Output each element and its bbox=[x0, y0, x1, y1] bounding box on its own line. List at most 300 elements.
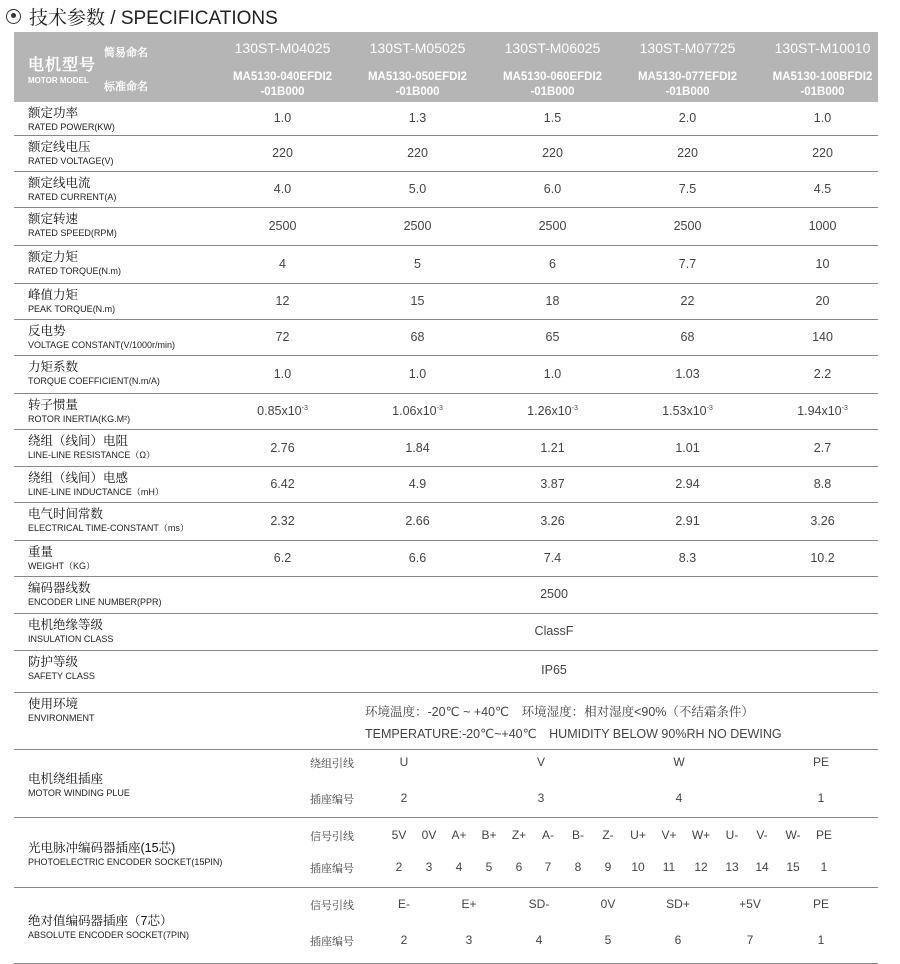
lead-label: 信号引线 bbox=[310, 900, 354, 912]
spec-value bbox=[215, 219, 350, 233]
spec-row bbox=[14, 503, 878, 541]
spec-value-text: 3.87 bbox=[540, 477, 565, 491]
pin-cell: 5 bbox=[604, 933, 612, 947]
lead-cell: 0V bbox=[600, 897, 616, 911]
model-short-name: 130ST-M10010 bbox=[774, 40, 871, 56]
spec-value-text: 5.0 bbox=[408, 182, 427, 196]
spec-label bbox=[28, 398, 130, 425]
spec-value-text: 220 bbox=[542, 146, 563, 160]
spec-value-text: 22 bbox=[680, 294, 695, 308]
spec-value bbox=[485, 330, 620, 344]
spec-label-en: INSULATION CLASS bbox=[28, 634, 114, 644]
spec-value bbox=[485, 182, 620, 196]
spec-value-exponent: -3 bbox=[706, 404, 713, 412]
pin-cell: 2 bbox=[400, 791, 408, 805]
spec-value bbox=[620, 514, 755, 528]
spec-table-header bbox=[14, 32, 878, 102]
spec-value bbox=[485, 111, 620, 125]
lead-label: 绕组引线 bbox=[310, 758, 354, 770]
lead-cell: 5V bbox=[391, 828, 407, 842]
spec-label bbox=[28, 250, 121, 277]
spec-value bbox=[350, 146, 485, 160]
spec-value-text: 2.0 bbox=[678, 111, 697, 125]
spec-value bbox=[485, 294, 620, 308]
spec-value bbox=[485, 477, 620, 491]
spec-value-text: 3.26 bbox=[810, 514, 835, 528]
model-standard-name-line1: MA5130-050EFDI2 bbox=[367, 71, 468, 83]
spec-label-cn: 额定转速 bbox=[28, 212, 79, 226]
pin-cell: 6 bbox=[674, 933, 682, 947]
spec-value bbox=[350, 182, 485, 196]
spec-label bbox=[28, 545, 95, 572]
spec-value bbox=[620, 294, 755, 308]
model-standard-name-line2: -01B000 bbox=[665, 86, 710, 98]
pin-cell: 1 bbox=[817, 933, 825, 947]
spec-value bbox=[485, 404, 620, 418]
spec-value-text: 68 bbox=[410, 330, 425, 344]
spec-value-text: 1.0 bbox=[273, 367, 292, 381]
lead-cell: E- bbox=[398, 897, 410, 911]
spec-value bbox=[215, 441, 350, 455]
spec-label-cn: 额定线电压 bbox=[28, 140, 91, 154]
spec-value-text: 15 bbox=[410, 294, 425, 308]
spec-value bbox=[620, 182, 755, 196]
pin-label: 插座编号 bbox=[310, 863, 354, 875]
spec-label-en: LINE-LINE INDUCTANCE（mH） bbox=[28, 487, 164, 497]
spec-value-text: 2500 bbox=[673, 219, 702, 233]
spec-value bbox=[215, 257, 350, 271]
spec-value-exponent: -3 bbox=[841, 404, 848, 412]
spec-value bbox=[755, 111, 890, 125]
spec-value bbox=[485, 219, 620, 233]
spec-value-text: 4.5 bbox=[813, 182, 832, 196]
lead-cell: Z+ bbox=[511, 828, 527, 842]
spec-value bbox=[755, 294, 890, 308]
lead-cell: W bbox=[673, 755, 685, 769]
spec-label-en: WEIGHT（KG） bbox=[28, 561, 95, 571]
spec-label-cn: 电机绕组插座 bbox=[28, 772, 104, 786]
lead-cell: U bbox=[399, 755, 409, 769]
spec-value-text: 6.6 bbox=[408, 551, 427, 565]
spec-value-text: 2.94 bbox=[675, 477, 700, 491]
lead-cell: W+ bbox=[691, 828, 711, 842]
spec-value bbox=[350, 219, 485, 233]
lead-cell: PE bbox=[815, 828, 833, 842]
pin-cell: 14 bbox=[755, 860, 769, 874]
spec-value-text: 72 bbox=[275, 330, 290, 344]
spec-value-text: 2.2 bbox=[813, 367, 832, 381]
spec-value-text: 7.7 bbox=[678, 257, 697, 271]
spec-label-en: RATED POWER(KW) bbox=[28, 122, 115, 132]
spec-value bbox=[215, 404, 350, 418]
spec-value-text: 1.0 bbox=[813, 111, 832, 125]
pin-label: 插座编号 bbox=[310, 936, 354, 948]
model-standard-name-line2: -01B000 bbox=[395, 86, 440, 98]
spec-value bbox=[350, 441, 485, 455]
motor-model-cn: 电机型号 bbox=[28, 57, 97, 74]
spec-label-cn: 绝对值编码器插座（7芯） bbox=[28, 914, 173, 928]
pin-cell: 7 bbox=[746, 933, 754, 947]
spec-value-text: 1.53x10 bbox=[662, 404, 707, 418]
spec-label bbox=[28, 212, 117, 239]
spec-value-text: 12 bbox=[275, 294, 290, 308]
spec-value-text: 2.7 bbox=[813, 440, 832, 455]
spec-value-text: 68 bbox=[680, 330, 695, 344]
spec-row bbox=[14, 356, 878, 394]
lead-cell: U- bbox=[725, 828, 739, 842]
pin-cell: 2 bbox=[400, 933, 408, 947]
pin-cell: 7 bbox=[544, 860, 552, 874]
spec-value bbox=[755, 330, 890, 344]
spec-value bbox=[215, 294, 350, 308]
spec-row bbox=[14, 750, 878, 818]
spec-value bbox=[755, 441, 890, 455]
spec-span-value: ClassF bbox=[534, 623, 574, 638]
spec-row bbox=[14, 577, 878, 614]
pin-cell: 15 bbox=[786, 860, 800, 874]
spec-row bbox=[14, 467, 878, 503]
spec-label-cn: 转子惯量 bbox=[28, 398, 79, 412]
pin-cell: 10 bbox=[631, 860, 645, 874]
spec-value-text: 0.85x10 bbox=[257, 404, 302, 418]
spec-value-text: 2500 bbox=[538, 219, 567, 233]
spec-label-en: RATED VOLTAGE(V) bbox=[28, 156, 114, 166]
spec-value-text: 2.32 bbox=[270, 514, 295, 528]
spec-value bbox=[215, 330, 350, 344]
lead-cell: +5V bbox=[739, 897, 761, 911]
spec-value-text: 1.0 bbox=[543, 367, 562, 381]
spec-value-text: 2.91 bbox=[675, 514, 700, 528]
spec-value-text: 1.21 bbox=[540, 440, 565, 455]
pin-cell: 11 bbox=[662, 860, 676, 874]
spec-value bbox=[620, 441, 755, 455]
standard-name-label: 标准命名 bbox=[104, 81, 148, 93]
spec-label-en: MOTOR WINDING PLUE bbox=[28, 788, 130, 798]
spec-label-en: VOLTAGE CONSTANT(V/1000r/min) bbox=[28, 340, 176, 350]
spec-value-text: 220 bbox=[812, 146, 833, 160]
pin-label: 插座编号 bbox=[310, 794, 354, 806]
spec-label-cn: 绕组（线间）电阻 bbox=[28, 434, 129, 448]
spec-value-text: 4.0 bbox=[273, 182, 292, 196]
spec-row bbox=[14, 430, 878, 467]
spec-value bbox=[485, 146, 620, 160]
spec-value bbox=[620, 367, 755, 381]
spec-value bbox=[485, 441, 620, 455]
spec-label bbox=[28, 697, 95, 724]
spec-label-cn: 额定力矩 bbox=[28, 250, 79, 264]
pin-cell: 3 bbox=[465, 933, 473, 947]
spec-label-en: TORQUE COEFFICIENT(N.m/A) bbox=[28, 376, 160, 386]
spec-value-text: 7.4 bbox=[543, 551, 562, 565]
spec-label-en: ROTOR INERTIA(KG.M²) bbox=[28, 414, 131, 424]
spec-value-exponent: -3 bbox=[301, 404, 308, 412]
lead-cell: V- bbox=[756, 828, 768, 842]
lead-cell: SD+ bbox=[666, 897, 690, 911]
spec-row bbox=[14, 541, 878, 577]
model-standard-name bbox=[350, 70, 485, 100]
spec-row bbox=[14, 208, 878, 246]
spec-value bbox=[350, 404, 485, 418]
pin-cell: 13 bbox=[725, 860, 739, 874]
spec-value bbox=[485, 551, 620, 565]
model-standard-name-line2: -01B000 bbox=[260, 86, 305, 98]
pin-cell: 9 bbox=[604, 860, 612, 874]
spec-value bbox=[215, 551, 350, 565]
spec-value bbox=[215, 477, 350, 491]
spec-value-text: 3.26 bbox=[540, 514, 565, 528]
spec-label-cn: 反电势 bbox=[28, 324, 66, 338]
lead-cell: SD- bbox=[528, 897, 550, 911]
page-title-text: 技术参数 / SPECIFICATIONS bbox=[29, 7, 278, 29]
spec-label-cn: 力矩系数 bbox=[28, 360, 79, 374]
spec-value-text: 220 bbox=[272, 146, 293, 160]
model-standard-name-line1: MA5130-060EFDI2 bbox=[502, 71, 603, 83]
pin-cell: 5 bbox=[485, 860, 493, 874]
model-short-name: 130ST-M04025 bbox=[234, 40, 331, 56]
spec-value bbox=[350, 111, 485, 125]
spec-value-text: 140 bbox=[812, 330, 833, 344]
spec-value-text: 220 bbox=[407, 146, 428, 160]
spec-label-cn: 光电脉冲编码器插座(15芯) bbox=[28, 841, 176, 855]
pin-cell: 6 bbox=[515, 860, 523, 874]
spec-label-cn: 额定线电流 bbox=[28, 176, 91, 190]
lead-cell: V+ bbox=[661, 828, 677, 842]
spec-value-text: 6.2 bbox=[273, 551, 292, 565]
spec-value bbox=[215, 146, 350, 160]
spec-value bbox=[350, 330, 485, 344]
spec-label bbox=[28, 471, 164, 498]
lead-cell: A- bbox=[542, 828, 554, 842]
spec-value-text: 8.3 bbox=[678, 551, 697, 565]
pin-cell: 4 bbox=[455, 860, 463, 874]
spec-label-en: SAFETY CLASS bbox=[28, 671, 95, 681]
spec-value-text: 1000 bbox=[808, 219, 837, 233]
spec-row bbox=[14, 102, 878, 136]
spec-span-value: IP65 bbox=[541, 663, 567, 677]
spec-label-cn: 电气时间常数 bbox=[28, 507, 104, 521]
spec-value-text: 20 bbox=[815, 294, 830, 308]
spec-label-cn: 额定功率 bbox=[28, 106, 79, 120]
spec-value-text: 7.5 bbox=[678, 182, 697, 196]
lead-label: 信号引线 bbox=[310, 831, 354, 843]
spec-value-text: 10 bbox=[815, 257, 830, 271]
spec-value bbox=[350, 367, 485, 381]
spec-value-text: 6 bbox=[549, 257, 556, 271]
spec-label bbox=[28, 324, 175, 351]
spec-value bbox=[350, 477, 485, 491]
lead-cell: 0V bbox=[421, 828, 437, 842]
model-short-name: 130ST-M07725 bbox=[639, 40, 736, 56]
model-standard-name bbox=[755, 70, 890, 100]
spec-label bbox=[28, 914, 189, 941]
spec-value bbox=[485, 514, 620, 528]
spec-value bbox=[755, 182, 890, 196]
model-standard-name bbox=[620, 70, 755, 100]
spec-row bbox=[14, 136, 878, 172]
spec-label bbox=[28, 434, 155, 461]
pin-cell: 12 bbox=[694, 860, 708, 874]
spec-label-en: ENVIRONMENT bbox=[28, 713, 95, 723]
model-standard-name bbox=[485, 70, 620, 100]
spec-value-text: 5 bbox=[414, 257, 421, 271]
spec-value bbox=[755, 477, 890, 491]
spec-value bbox=[350, 294, 485, 308]
spec-value bbox=[350, 257, 485, 271]
model-standard-name bbox=[215, 70, 350, 100]
environment-line-en: TEMPERATURE:-20℃~+40℃ HUMIDITY BELOW 90%RH NO DEWING bbox=[365, 727, 782, 741]
spec-label-cn: 重量 bbox=[28, 545, 54, 559]
spec-label-cn: 电机绝缘等级 bbox=[28, 618, 104, 632]
spec-value-text: 1.5 bbox=[543, 111, 562, 125]
spec-value-text: 10.2 bbox=[810, 551, 835, 565]
spec-value bbox=[215, 514, 350, 528]
pin-cell: 1 bbox=[820, 860, 828, 874]
spec-label-en: PHOTOELECTRIC ENCODER SOCKET(15PIN) bbox=[28, 857, 223, 867]
lead-cell: B+ bbox=[481, 828, 497, 842]
spec-value-exponent: -3 bbox=[436, 404, 443, 412]
pin-cell: 4 bbox=[675, 791, 683, 805]
lead-cell: B- bbox=[572, 828, 584, 842]
spec-value bbox=[620, 111, 755, 125]
spec-value-text: 1.06x10 bbox=[392, 404, 437, 418]
spec-value-text: 1.84 bbox=[405, 440, 430, 455]
spec-row bbox=[14, 614, 878, 651]
spec-label bbox=[28, 772, 130, 799]
model-standard-name-line2: -01B000 bbox=[800, 86, 845, 98]
spec-label bbox=[28, 106, 115, 133]
pin-cell: 8 bbox=[574, 860, 582, 874]
spec-value-text: 1.3 bbox=[408, 111, 427, 125]
spec-value-text: 8.8 bbox=[813, 477, 832, 491]
spec-value-exponent: -3 bbox=[571, 404, 578, 412]
model-short-name: 130ST-M06025 bbox=[504, 40, 601, 56]
spec-row bbox=[14, 246, 878, 284]
spec-value bbox=[485, 367, 620, 381]
spec-value bbox=[620, 146, 755, 160]
lead-cell: Z- bbox=[602, 828, 614, 842]
spec-label-cn: 峰值力矩 bbox=[28, 288, 79, 302]
spec-label bbox=[28, 360, 160, 387]
spec-value bbox=[620, 477, 755, 491]
lead-cell: PE bbox=[812, 897, 830, 911]
spec-value bbox=[485, 257, 620, 271]
pin-cell: 4 bbox=[535, 933, 543, 947]
spec-label-cn: 编码器线数 bbox=[28, 581, 91, 595]
spec-label-cn: 防护等级 bbox=[28, 655, 79, 669]
spec-value bbox=[215, 182, 350, 196]
spec-value-text: 1.01 bbox=[675, 440, 700, 455]
spec-label-en: RATED CURRENT(A) bbox=[28, 192, 117, 202]
environment-line-cn: 环境温度：-20℃ ~ +40℃ 环境湿度：相对湿度<90%（不结霜条件） bbox=[365, 705, 754, 719]
spec-value bbox=[620, 219, 755, 233]
spec-value bbox=[620, 551, 755, 565]
spec-row bbox=[14, 394, 878, 430]
spec-value-text: 2.76 bbox=[270, 440, 295, 455]
spec-value bbox=[755, 514, 890, 528]
spec-label bbox=[28, 507, 189, 534]
spec-label-cn: 绕组（线间）电感 bbox=[28, 471, 129, 485]
lead-cell: U+ bbox=[630, 828, 646, 842]
spec-label-en: LINE-LINE RESISTANCE（Ω） bbox=[28, 450, 156, 460]
spec-label-en: RATED SPEED(RPM) bbox=[28, 228, 117, 238]
spec-label-cn: 使用环境 bbox=[28, 697, 79, 711]
spec-value bbox=[755, 367, 890, 381]
spec-value bbox=[350, 551, 485, 565]
pin-cell: 3 bbox=[537, 791, 545, 805]
spec-value bbox=[755, 219, 890, 233]
motor-model-label bbox=[28, 52, 96, 85]
lead-cell: V bbox=[536, 755, 546, 769]
spec-row bbox=[14, 320, 878, 356]
spec-label-en: ENCODER LINE NUMBER(PPR) bbox=[28, 597, 162, 607]
spec-value-text: 18 bbox=[545, 294, 560, 308]
spec-row bbox=[14, 651, 878, 693]
spec-label bbox=[28, 841, 222, 868]
model-standard-name-line1: MA5130-100BFDI2 bbox=[772, 71, 873, 83]
model-standard-name-line2: -01B000 bbox=[530, 86, 575, 98]
spec-value-text: 2500 bbox=[403, 219, 432, 233]
spec-value-text: 1.26x10 bbox=[527, 404, 572, 418]
spec-value bbox=[755, 404, 890, 418]
lead-cell: PE bbox=[812, 755, 830, 769]
model-standard-name-line1: MA5130-077EFDI2 bbox=[637, 71, 738, 83]
short-name-label: 简易命名 bbox=[104, 47, 148, 59]
spec-row bbox=[14, 818, 878, 888]
spec-row bbox=[14, 888, 878, 964]
pin-cell: 3 bbox=[425, 860, 433, 874]
spec-value bbox=[620, 330, 755, 344]
spec-value-text: 6.0 bbox=[543, 182, 562, 196]
spec-value-text: 1.0 bbox=[273, 111, 292, 125]
spec-value bbox=[215, 111, 350, 125]
spec-value-text: 65 bbox=[545, 330, 560, 344]
pin-cell: 1 bbox=[817, 791, 825, 805]
spec-value-text: 2500 bbox=[268, 219, 297, 233]
spec-label-en: RATED TORQUE(N.m) bbox=[28, 266, 122, 276]
spec-row bbox=[14, 693, 878, 750]
model-short-name: 130ST-M05025 bbox=[369, 40, 466, 56]
spec-value-text: 6.42 bbox=[270, 477, 295, 491]
spec-value bbox=[620, 404, 755, 418]
spec-label-en: PEAK TORQUE(N.m) bbox=[28, 304, 116, 314]
spec-row bbox=[14, 284, 878, 320]
circle-bullet-icon bbox=[6, 9, 21, 24]
spec-value bbox=[755, 146, 890, 160]
lead-cell: W- bbox=[785, 828, 801, 842]
spec-label bbox=[28, 176, 116, 203]
spec-value-text: 1.0 bbox=[408, 367, 427, 381]
spec-label bbox=[28, 140, 114, 167]
lead-cell: A+ bbox=[451, 828, 467, 842]
spec-value-text: 1.94x10 bbox=[797, 404, 842, 418]
spec-value-text: 4.9 bbox=[408, 477, 427, 491]
spec-label-en: ABSOLUTE ENCODER SOCKET(7PIN) bbox=[28, 930, 190, 940]
spec-value bbox=[350, 514, 485, 528]
pin-cell: 2 bbox=[395, 860, 403, 874]
spec-value-text: 1.03 bbox=[675, 367, 700, 381]
spec-value bbox=[620, 257, 755, 271]
spec-value bbox=[755, 257, 890, 271]
spec-value-text: 4 bbox=[279, 257, 286, 271]
spec-label bbox=[28, 288, 115, 315]
spec-value bbox=[215, 367, 350, 381]
spec-value bbox=[755, 551, 890, 565]
spec-label-en: ELECTRICAL TIME-CONSTANT（ms） bbox=[28, 523, 189, 533]
model-standard-name-line1: MA5130-040EFDI2 bbox=[232, 71, 333, 83]
spec-row bbox=[14, 172, 878, 208]
spec-value-text: 220 bbox=[677, 146, 698, 160]
lead-cell: E+ bbox=[461, 897, 477, 911]
